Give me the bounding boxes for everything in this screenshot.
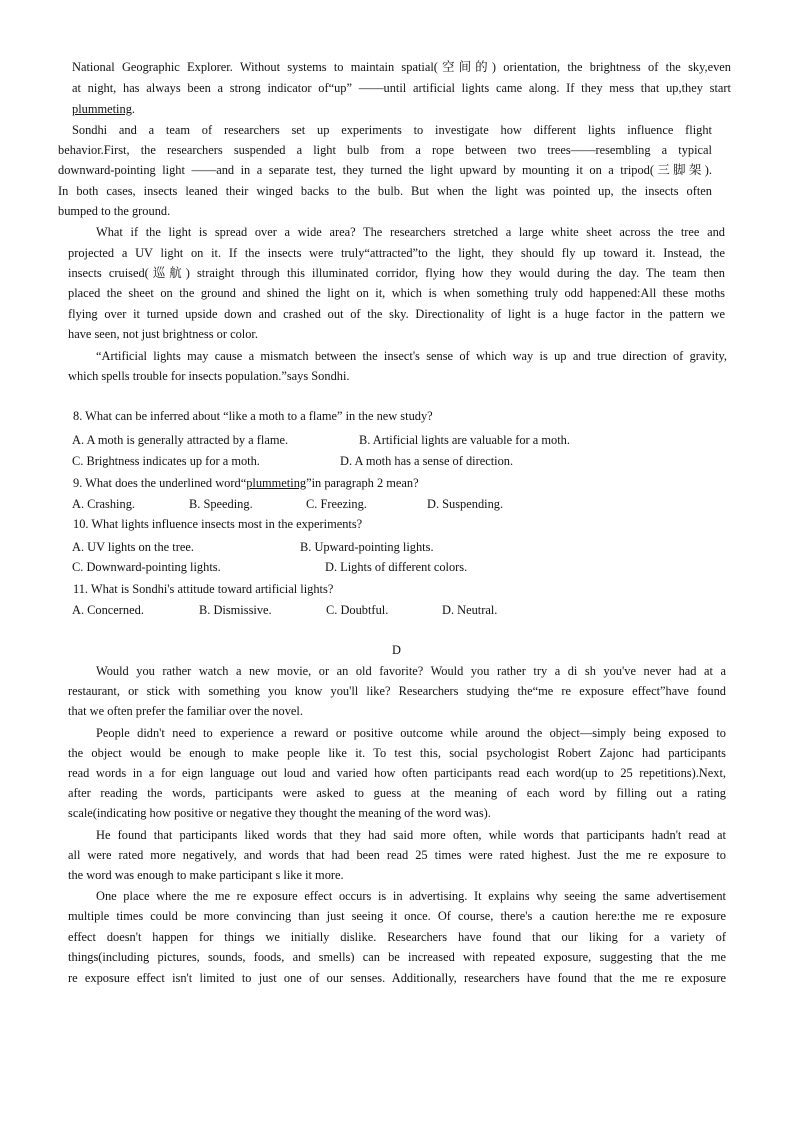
p3-line-4: placed the sheet on the ground and shined the light on it, which is when something truly odd happened:All these moths <box>68 286 725 300</box>
p2-line-2: behavior.First, the researchers suspended a light bulb from a rope between two trees——resembling a typical <box>58 143 712 157</box>
q9-option-d: D. Suspending. <box>427 497 504 511</box>
p3-line-5: flying over it turned upside down and crashed out of the sky. Directionality of light is a huge factor in the pattern we <box>68 307 725 321</box>
q9-post: ”in paragraph 2 mean? <box>306 476 419 490</box>
q11-option-b: B. Dismissive. <box>199 603 272 617</box>
q11-option-c: C. Doubtful. <box>326 603 389 617</box>
d4-line-3: effect doesn't happen for things we initially dislike. Researchers have found that our liking for a variety of <box>68 930 726 944</box>
d4-line-1: One place where the me re exposure effect occurs is in advertising. It explains why seeing the same advertisement <box>96 889 726 903</box>
p3-line-3: insects cruised(巡航) straight through this illuminated corridor, flying how they would during the day. The team then <box>68 266 725 280</box>
p3-line-1: What if the light is spread over a wide area? The researchers stretched a large white sheet across the tree and <box>96 225 725 239</box>
d1-line-3: that we often prefer the familiar over the novel. <box>68 704 303 718</box>
q9-underlined-word: plummeting <box>246 476 307 490</box>
d4-line-4: things(including pictures, sounds, foods, and smells) can be increased with repeated exposure, suggesting that the me <box>68 950 726 964</box>
question-10: 10. What lights influence insects most in the experiments? <box>73 517 363 531</box>
d1-line-2: restaurant, or stick with something you know you'll like? Researchers studying the“me re exposure effect”have found <box>68 684 726 698</box>
p2-line-4: In both cases, insects leaned their winged backs to the bulb. But when the light was pointed up, the insects often <box>58 184 712 198</box>
d4-line-2: multiple times could be more convincing than just seeing it once. Of course, there's a caution here:the me re exposure <box>68 909 726 923</box>
p3-line-2: projected a UV light on it. If the insects were truly“attracted”to the light, they should fly up toward it. Instead, the <box>68 246 725 260</box>
q8-option-d: D. A moth has a sense of direction. <box>340 454 514 468</box>
p1-line-3 <box>72 101 135 117</box>
d3-line-1: He found that participants liked words that they had said more often, while words that participants hadn't read at <box>96 828 726 842</box>
p2-line-3: downward-pointing light ——and in a separate test, they turned the light upward by mounting it on a tripod(三脚架). <box>58 163 712 177</box>
p4-line-1: “Artificial lights may cause a mismatch between the insect's sense of which way is up and true direction of gravity, <box>96 349 727 363</box>
underlined-word: plummeting <box>72 102 132 116</box>
q8-option-c: C. Brightness indicates up for a moth. <box>72 454 260 468</box>
d2-line-3: read words in a for eign language out loud and varied how often participants read each word(up to 25 repetitions).Next, <box>68 766 726 780</box>
d1-line-1: Would you rather watch a new movie, or an old favorite? Would you rather try a di sh you've never had at a <box>96 664 726 678</box>
question-8: 8. What can be inferred about “like a moth to a flame” in the new study? <box>73 409 433 423</box>
q9-option-b: B. Speeding. <box>189 497 253 511</box>
q9-option-a: A. Crashing. <box>72 497 135 511</box>
q8-option-b: B. Artificial lights are valuable for a moth. <box>359 433 570 447</box>
d2-line-1: People didn't need to experience a reward or positive outcome while around the object—simply being exposed to <box>96 726 726 740</box>
p2-line-5: bumped to the ground. <box>58 204 171 218</box>
question-9 <box>73 475 419 491</box>
section-heading: D <box>392 643 401 657</box>
question-11: 11. What is Sondhi's attitude toward artificial lights? <box>73 582 334 596</box>
p4-line-2: which spells trouble for insects population.”says Sondhi. <box>68 369 350 383</box>
p1-line-2: at night, has always been a strong indicator of“up” ——until artificial lights came along. If they mess that up,they start <box>72 81 731 95</box>
q9-option-c: C. Freezing. <box>306 497 367 511</box>
d2-line-4: after reading the words, participants were asked to guess at the meaning of each word by filling out a rating <box>68 786 726 800</box>
p2-line-1: Sondhi and a team of researchers set up experiments to investigate how different lights influence flight <box>72 123 712 137</box>
q11-option-a: A. Concerned. <box>72 603 144 617</box>
q11-option-d: D. Neutral. <box>442 603 498 617</box>
d3-line-3: the word was enough to make participant s like it more. <box>68 868 344 882</box>
d2-line-5: scale(indicating how positive or negative they thought the meaning of the word was). <box>68 806 491 820</box>
q8-option-a: A. A moth is generally attracted by a flame. <box>72 433 289 447</box>
d4-line-5: re exposure effect isn't limited to just one of our senses. Additionally, researchers have found that the me re exposure <box>68 971 726 985</box>
p1-line-3-tail: . <box>131 102 135 116</box>
q9-pre: 9. What does the underlined word“ <box>73 476 247 490</box>
q10-option-d: D. Lights of different colors. <box>325 560 468 574</box>
q10-option-c: C. Downward-pointing lights. <box>72 560 221 574</box>
q10-option-a: A. UV lights on the tree. <box>72 540 194 554</box>
p3-line-6: have seen, not just brightness or color. <box>68 327 258 341</box>
p1-line-1: National Geographic Explorer. Without systems to maintain spatial(空间的) orientation, the brightness of the sky,even <box>72 60 731 74</box>
d2-line-2: the object would be enough to make people like it. To test this, social psychologist Robert Zajonc had participants <box>68 746 726 760</box>
d3-line-2: all were rated more negatively, and words that had been read 25 times were rated highest. Just the me re exposure to <box>68 848 726 862</box>
q10-option-b: B. Upward-pointing lights. <box>300 540 434 554</box>
